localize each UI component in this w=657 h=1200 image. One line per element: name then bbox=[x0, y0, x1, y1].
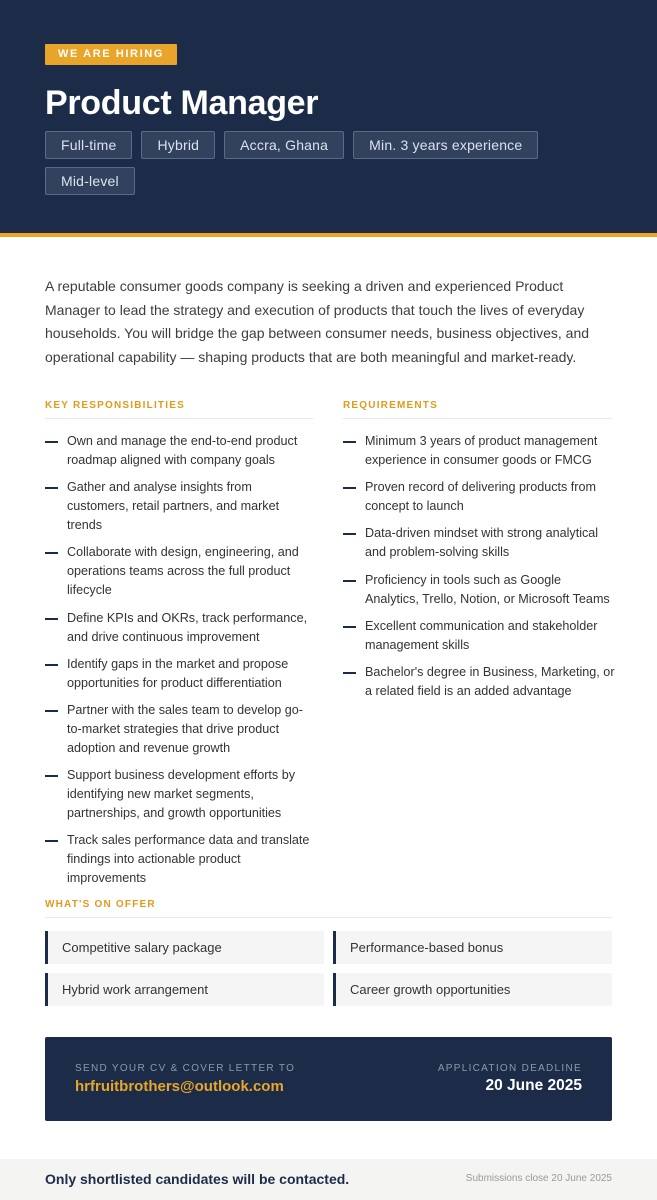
tag-employment-type: Full-time bbox=[45, 131, 132, 159]
responsibilities-divider bbox=[45, 418, 313, 419]
deadline-label: APPLICATION DEADLINE bbox=[437, 1063, 582, 1074]
dash-bullet bbox=[343, 441, 356, 443]
list-item bbox=[45, 655, 315, 693]
header-accent-bar bbox=[0, 233, 657, 237]
dash-bullet bbox=[343, 672, 356, 674]
dash-bullet bbox=[343, 580, 356, 582]
tag-work-mode: Hybrid bbox=[141, 131, 215, 159]
list-item bbox=[343, 432, 615, 470]
offer-heading: WHAT'S ON OFFER bbox=[45, 899, 156, 910]
responsibility-text: Partner with the sales team to develop go-to-market strategies that drive product adoption and revenue growth bbox=[67, 702, 303, 755]
responsibility-text: Identify gaps in the market and propose opportunities for product differentiation bbox=[67, 656, 289, 690]
list-item bbox=[45, 766, 315, 823]
responsibilities-heading: KEY RESPONSIBILITIES bbox=[45, 400, 185, 411]
responsibility-text: Gather and analyse insights from customers, retail partners, and market trends bbox=[67, 480, 280, 533]
requirement-text: Excellent communication and stakeholder management skills bbox=[365, 618, 598, 652]
list-item bbox=[45, 432, 315, 470]
list-item bbox=[343, 571, 615, 609]
requirements-list bbox=[343, 432, 615, 709]
deadline-date: 20 June 2025 bbox=[485, 1077, 582, 1094]
requirements-heading: REQUIREMENTS bbox=[343, 400, 438, 411]
requirement-text: Minimum 3 years of product management experience in consumer goods or FMCG bbox=[365, 434, 598, 467]
shortlist-note: Only shortlisted candidates will be contacted. bbox=[45, 1171, 350, 1187]
requirement-text: Bachelor's degree in Business, Marketing, or a related field is an added advantage bbox=[365, 664, 615, 698]
application-box bbox=[45, 1037, 612, 1121]
list-item bbox=[343, 617, 615, 655]
dash-bullet bbox=[45, 552, 58, 554]
offer-item: Hybrid work arrangement bbox=[45, 973, 324, 1006]
dash-bullet bbox=[45, 840, 58, 842]
list-item bbox=[45, 609, 315, 647]
responsibility-text: Collaborate with design, engineering, and operations teams across the full product lifecycle bbox=[67, 545, 299, 598]
offer-item: Performance-based bonus bbox=[333, 931, 612, 964]
offer-item: Competitive salary package bbox=[45, 931, 324, 964]
application-email-link[interactable]: hrfruitbrothers@outlook.com bbox=[75, 1078, 284, 1095]
hiring-badge: WE ARE HIRING bbox=[45, 44, 177, 65]
dash-bullet bbox=[45, 487, 58, 489]
dash-bullet bbox=[45, 618, 58, 620]
responsibilities-list bbox=[45, 432, 315, 897]
job-intro: A reputable consumer goods company is seeking a driven and experienced Product Manager to lead the strategy and execution of products that touch the lives of everyday households. You will bridge the gap between consumer needs, business objectives, and operational capability — shaping products that are both meaningful and market-ready. bbox=[45, 278, 590, 365]
dash-bullet bbox=[45, 441, 58, 443]
list-item bbox=[45, 701, 315, 758]
dash-bullet bbox=[343, 533, 356, 535]
submission-close-note: Submissions close 20 June 2025 bbox=[465, 1173, 612, 1184]
offer-item: Career growth opportunities bbox=[333, 973, 612, 1006]
responsibility-text: Track sales performance data and translate findings into actionable product improvements bbox=[67, 833, 310, 886]
list-item bbox=[343, 663, 615, 701]
dash-bullet bbox=[343, 626, 356, 628]
tag-level: Mid-level bbox=[45, 167, 135, 195]
job-title: Product Manager bbox=[45, 84, 319, 122]
tag-experience: Min. 3 years experience bbox=[353, 131, 538, 159]
send-cv-label: SEND YOUR CV & COVER LETTER TO bbox=[75, 1063, 296, 1074]
list-item bbox=[343, 478, 615, 516]
offer-divider bbox=[45, 917, 612, 918]
tag-location: Accra, Ghana bbox=[224, 131, 344, 159]
requirement-text: Proven record of delivering products from concept to launch bbox=[365, 480, 596, 514]
job-header bbox=[0, 0, 657, 233]
dash-bullet bbox=[343, 487, 356, 489]
requirement-text: Data-driven mindset with strong analytical and problem-solving skills bbox=[365, 526, 599, 560]
footer bbox=[0, 1159, 657, 1200]
requirement-text: Proficiency in tools such as Google Analytics, Trello, Notion, or Microsoft Teams bbox=[365, 572, 610, 606]
responsibility-text: Define KPIs and OKRs, track performance, and drive continuous improvement bbox=[67, 610, 308, 644]
list-item bbox=[343, 524, 615, 562]
dash-bullet bbox=[45, 710, 58, 712]
dash-bullet bbox=[45, 664, 58, 666]
list-item bbox=[45, 478, 315, 535]
list-item bbox=[45, 831, 315, 888]
responsibility-text: Own and manage the end-to-end product roadmap aligned with company goals bbox=[67, 434, 298, 467]
list-item bbox=[45, 543, 315, 600]
requirements-divider bbox=[343, 418, 612, 419]
responsibility-text: Support business development efforts by identifying new market segments, partnerships, and growth opportunities bbox=[67, 768, 295, 821]
job-tags bbox=[45, 131, 605, 195]
dash-bullet bbox=[45, 775, 58, 777]
